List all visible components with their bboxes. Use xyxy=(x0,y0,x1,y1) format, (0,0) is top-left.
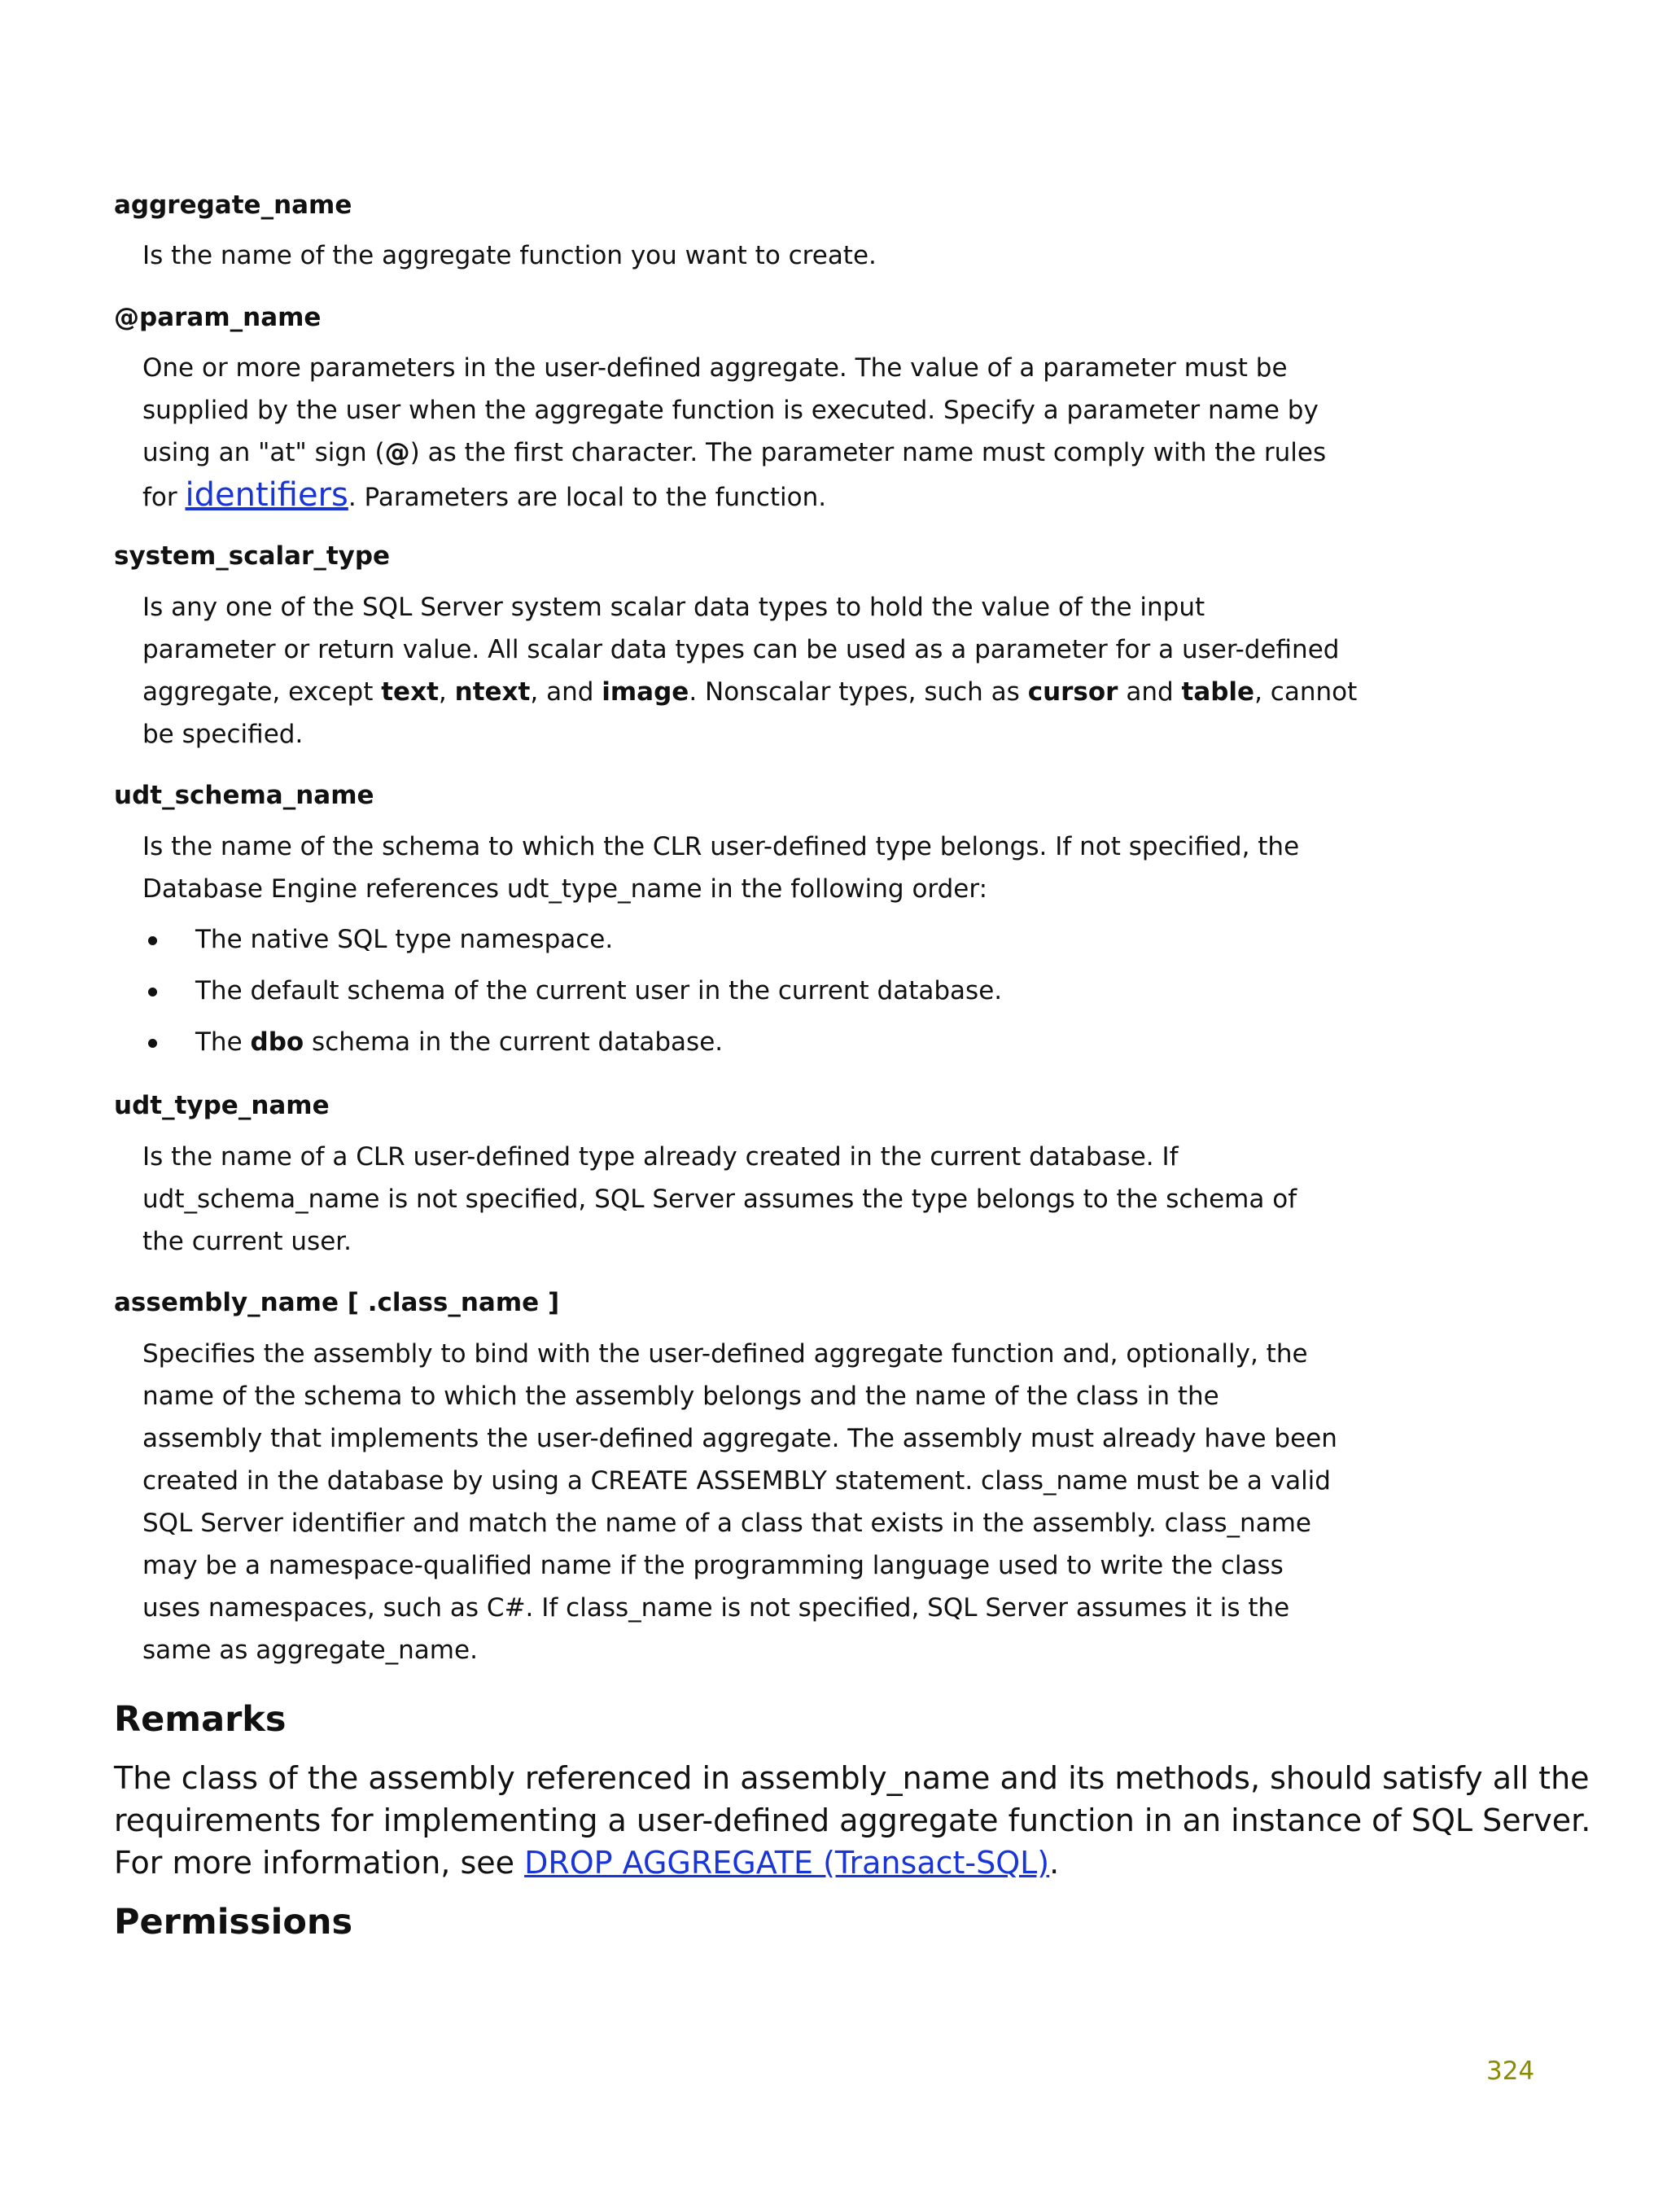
text-run: , xyxy=(438,677,455,707)
text-run: ) as the first character. The parameter name must comply with the rules xyxy=(409,438,1327,467)
remarks-paragraph xyxy=(114,1757,1590,1884)
text-run: Is any one of the SQL Server system scalar data types to hold the value of the input xyxy=(142,593,1205,622)
list-item-text xyxy=(195,1027,723,1057)
text-run: Specifies the assembly to bind with the user-defined aggregate function and, optionally, the xyxy=(142,1339,1308,1369)
text-run: The native SQL type namespace. xyxy=(195,925,614,954)
text-run: name of the schema to which the assembly belongs and the name of the class in the xyxy=(142,1382,1219,1411)
remarks-line: requirements for implementing a user-defined aggregate function in an instance of SQL Server. xyxy=(114,1802,1591,1838)
text-run: . Parameters are local to the function. xyxy=(348,483,827,512)
text-run: same as aggregate_name. xyxy=(142,1636,478,1665)
desc-line xyxy=(142,1502,1311,1544)
desc-line xyxy=(142,826,1300,868)
remarks-line-suffix: . xyxy=(1049,1845,1060,1881)
desc-line xyxy=(142,234,1282,277)
text-run: , cannot xyxy=(1254,677,1358,707)
desc-line xyxy=(142,474,1282,519)
param-desc-system-scalar-type xyxy=(142,586,1358,756)
list-item xyxy=(130,970,1002,1021)
bold-term: image xyxy=(602,677,689,707)
text-run: assembly that implements the user-defined aggregate. The assembly must already have been xyxy=(142,1424,1337,1453)
remarks-line-prefix: For more information, see xyxy=(114,1845,525,1881)
desc-line xyxy=(142,389,1319,431)
bold-term: @ xyxy=(384,438,410,467)
text-run: SQL Server identifier and match the name of a class that exists in the assembly. class_name xyxy=(142,1509,1311,1538)
page-number: 324 xyxy=(1486,2057,1535,2086)
bold-term: cursor xyxy=(1027,677,1118,707)
list-item-text xyxy=(195,976,1002,1005)
desc-line xyxy=(142,1587,1290,1629)
text-run: Is the name of a CLR user-defined type already created in the current database. If xyxy=(142,1142,1179,1172)
desc-line xyxy=(142,1333,1308,1375)
text-run: parameter or return value. All scalar data types can be used as a parameter for a user-defined xyxy=(142,635,1340,664)
text-run: may be a namespace-qualified name if the programming language used to write the class xyxy=(142,1551,1284,1580)
param-desc-assembly-name xyxy=(142,1333,1337,1671)
text-run: created in the database by using a CREATE ASSEMBLY statement. class_name must be a valid xyxy=(142,1466,1331,1496)
text-run: , and xyxy=(530,677,602,707)
bullet-icon xyxy=(148,1039,157,1048)
desc-line xyxy=(142,1417,1337,1460)
text-run: aggregate, except xyxy=(142,677,382,707)
desc-line xyxy=(142,1544,1282,1587)
desc-line xyxy=(142,1460,1331,1502)
param-term-aggregate-name: aggregate_name xyxy=(114,191,352,220)
desc-line xyxy=(142,671,1358,713)
text-run: Database Engine references udt_type_name in the following order: xyxy=(142,874,988,904)
param-term-udt-type-name: udt_type_name xyxy=(114,1091,330,1120)
param-term-assembly-name: assembly_name [ .class_name ] xyxy=(114,1288,560,1317)
resolution-order-list xyxy=(130,918,1002,1072)
text-run: and xyxy=(1118,677,1182,707)
bullet-icon xyxy=(148,988,157,996)
desc-line xyxy=(142,1629,1282,1671)
text-run: Is the name of the aggregate function you want to create. xyxy=(142,241,877,270)
text-run: schema in the current database. xyxy=(304,1027,724,1057)
param-term-udt-schema-name: udt_schema_name xyxy=(114,781,374,810)
text-run: using an "at" sign ( xyxy=(142,438,385,467)
text-run: udt_schema_name is not specified, SQL Server assumes the type belongs to the schema of xyxy=(142,1185,1297,1214)
text-run: supplied by the user when the aggregate function is executed. Specify a parameter name by xyxy=(142,396,1319,425)
text-run: uses namespaces, such as C#. If class_name is not specified, SQL Server assumes it is the xyxy=(142,1593,1290,1623)
identifiers-link[interactable]: identifiers xyxy=(185,476,348,514)
text-run: One or more parameters in the user-defined aggregate. The value of a parameter must be xyxy=(142,353,1288,383)
text-run: be specified. xyxy=(142,720,304,749)
drop-aggregate-link[interactable]: DROP AGGREGATE (Transact-SQL) xyxy=(524,1845,1050,1881)
remarks-line xyxy=(114,1842,1590,1884)
desc-line xyxy=(142,431,1327,474)
list-item-text xyxy=(195,925,613,954)
remarks-line: The class of the assembly referenced in assembly_name and its methods, should satisfy all the xyxy=(114,1760,1590,1796)
desc-line xyxy=(142,347,1288,389)
desc-line xyxy=(142,1220,1282,1263)
text-run: The default schema of the current user in the current database. xyxy=(195,976,1003,1005)
bold-term: ntext xyxy=(454,677,531,707)
desc-line xyxy=(142,868,1282,910)
param-desc-aggregate-name xyxy=(142,234,1282,277)
desc-line xyxy=(142,1178,1297,1220)
desc-line xyxy=(142,1375,1282,1417)
param-term-system-scalar-type: system_scalar_type xyxy=(114,541,391,571)
text-run: Is the name of the schema to which the CLR user-defined type belongs. If not specified, the xyxy=(142,832,1300,861)
section-heading-remarks: Remarks xyxy=(114,1699,287,1740)
text-run: The xyxy=(195,1027,251,1057)
param-desc-udt-type-name xyxy=(142,1136,1297,1263)
text-run: the current user. xyxy=(142,1227,352,1256)
desc-line xyxy=(142,713,1282,756)
param-desc-udt-schema-name xyxy=(142,826,1300,910)
section-heading-permissions: Permissions xyxy=(114,1902,353,1943)
bold-term: table xyxy=(1181,677,1255,707)
desc-line xyxy=(142,586,1282,629)
param-term-param-name: @param_name xyxy=(114,303,322,332)
text-run: . Nonscalar types, such as xyxy=(689,677,1028,707)
bullet-icon xyxy=(148,936,157,945)
list-item xyxy=(130,1021,1002,1072)
desc-line xyxy=(142,629,1340,671)
bold-term: dbo xyxy=(250,1027,304,1057)
list-item xyxy=(130,918,1002,970)
desc-line xyxy=(142,1136,1282,1178)
param-desc-param-name xyxy=(142,347,1327,519)
text-run: for xyxy=(142,483,186,512)
bold-term: text xyxy=(381,677,439,707)
